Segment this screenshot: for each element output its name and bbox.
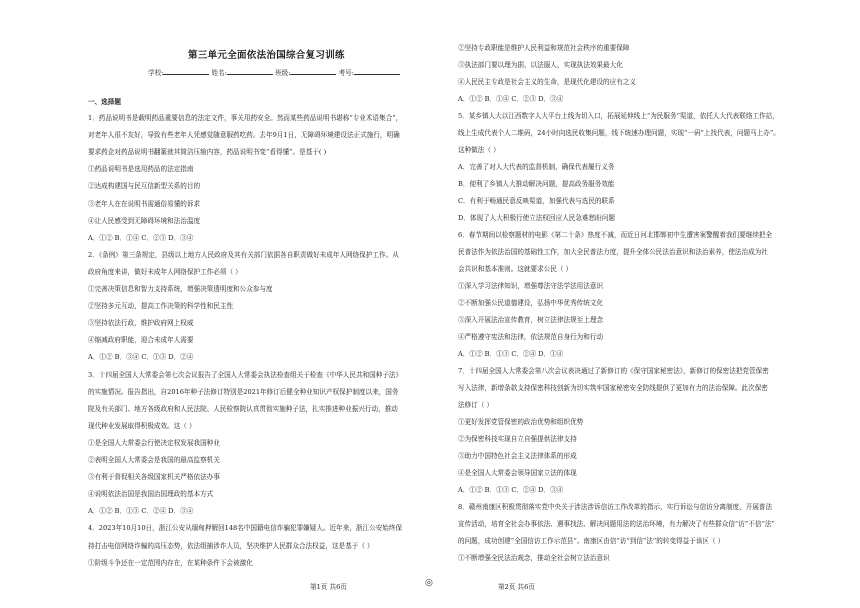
text-line: ①完善决策信息和智力支持系统，增强决策透明度和公众参与度 <box>88 285 273 293</box>
text-line: ③老年人在在说明书需通俗易懂的诉求 <box>88 199 201 208</box>
text-line: 现代种业发展取得积极成效。这（ ） <box>88 421 196 430</box>
info-school-label: 学校: <box>148 69 164 77</box>
text-line: ④人民民主专政是社会主义的生命，是现代化建设的应有之义 <box>458 78 637 86</box>
text-line: ③深入开展法治宣传教育，树立法律法规至上理念 <box>458 316 604 324</box>
info-number-blank <box>354 68 400 75</box>
text-line: D．体现了人大积极行使立法权回应人民急难愁盼问题 <box>458 214 615 222</box>
text-line: A．①② B．①③ C．②④ D．③④ <box>458 486 564 494</box>
right-page-number: 第2页 共6页 <box>498 583 535 591</box>
text-line: ②坚持专政职能是维护人民利益和规范社会秩序的重要保障 <box>458 44 630 52</box>
text-line: A．①② B．①④ C．②③ D．③④ <box>458 95 564 103</box>
text-line: ②不断加强公民道德建设，弘扬中华优秀传统文化 <box>458 299 604 307</box>
text-line: 要求药企对药品说明书翻篆就其简洁压缩内容，药品说明书变“看得懂”。是基于( ) <box>88 148 327 157</box>
info-number-label: 考号: <box>338 69 355 77</box>
left-page-number: 第1页 共6页 <box>310 583 347 591</box>
text-line: 2．《条例》第三条规定，县级以上地方人民政府及其有关部门依据各自职责做好未成年人网络保护工作。从 <box>88 250 399 259</box>
text-line: A．①② B．①④ C．②③ D．③④ <box>88 233 194 242</box>
text-line: ③助力中国特色社会主义法律体系的形成 <box>458 452 577 460</box>
text-line: 4．2023年10月10日，浙江公安从缅甸押解回148名中国籍电信诈骗犯罪嫌疑人。近年来，浙江公安始终保 <box>88 524 403 533</box>
text-line: ④是全国人大常委会领导国家立法的体现 <box>458 469 577 477</box>
text-line: ②坚持多元互动，提高工作决策的科学性和民主性 <box>88 302 234 311</box>
text-line: 持打击电信网络诈骗的高压态势，依法组捕涉诈人员，坚决维护人民群众合法权益，这是基于（ ） <box>88 541 374 550</box>
text-line: 院及有关部门、地方各级政府和人民法院、人民检察院认真贯彻实施种子法，扎实推进种业振兴行动，推动 <box>88 404 398 413</box>
text-line: 5．某乡镇人大以江西数字人大平台上线为切入口，拓展延伸线上“为民服务”渠道，依托人大代表联络工作站， <box>458 112 779 120</box>
text-line: ①药品说明书是选用药品的法定指南 <box>88 165 194 174</box>
text-line: ①是全国人大常委会行使决定权发展我国种业 <box>88 438 220 447</box>
text-line: A．①② B．①③ C．②④ D．③④ <box>88 507 194 516</box>
page-title: 第三单元全面依法治国综合复习训练 <box>188 50 345 61</box>
text-line: A．完善了对人大代表的监督机制，确保代表履行义务 <box>458 163 615 171</box>
text-line: ①更好发挥党管保密的政治优势和组织优势 <box>458 418 584 426</box>
binding-mark-icon: ◎ <box>425 578 433 588</box>
text-line: C．有利于畅通民意反映渠道，加强代表与选民的联系 <box>458 197 615 205</box>
text-line: ③坚持依法行政，维护政府网上权威 <box>88 319 194 328</box>
info-name-label: 姓名: <box>211 69 227 77</box>
text-line: ④说明依法治国是我国治国理政的基本方式 <box>88 490 214 499</box>
text-line: B．便利了乡镇人大推动解决问题，提高政务服务效能 <box>458 180 615 188</box>
text-line: 1．药品说明书是载明药品重要信息的法定文件，事关用药安全。然而某些药品说明书堪称“专业术语集合”， <box>88 114 403 122</box>
text-line: 线上生成代表个人二维码，24小时向选民收集问题，线下统速办理问题，实现“一码”上找代表，问题马上办”。 <box>458 129 780 137</box>
text-line: ②表明全国人大常委会是我国的最高监察机关 <box>88 456 220 464</box>
info-class-label: 班级: <box>275 69 291 77</box>
text-line: ③有利于督促相关各级国家机关严格依法办事 <box>88 473 220 482</box>
text-line: ④缩减政府职能，迎合未成年人需要 <box>88 336 194 345</box>
text-line: A．①② B．①③ C．②④ D．①④ <box>458 350 564 358</box>
text-line: ②为保密科技实现自立自强提供法律支持 <box>458 435 577 443</box>
text-line: ②达成构建国与民互信新型关系的目的 <box>88 182 201 191</box>
text-line: 6．春节期间以检察题材的电影《第二十条》热度不减，而近日河北邯郸初中生遭害案警醒着我们要继续把全 <box>458 231 773 239</box>
text-line: 8．赣州南康区积极贯彻落实党中央关于涉法涉诉信访工作改革的指示，实行诉讼与信访分离制度，开展普法 <box>458 503 773 511</box>
text-line: 政府角度来讲，做好未成年人网络保护工作必须（ ） <box>88 267 242 276</box>
text-line: ④让人民感受到无障碍环境和法治温度 <box>88 216 201 225</box>
text-line: ①不断增强全民法治观念，推动全社会树立法治意识 <box>458 554 610 562</box>
text-line: ①阶级斗争还在一定范围内存在，在某种条件下会被激化 <box>88 558 253 567</box>
text-line: 的实施情况。报告指出，自2016年种子法修订特别是2021年修订后健全种业知识产权保护制度以来，国务 <box>88 387 399 396</box>
info-name-blank <box>227 68 273 75</box>
text-line: 宣传活动，培育全社会办事依法、遇事找法、解决问题用法的法治环境，有力解决了有些群众信“访”不信“法” <box>458 520 775 528</box>
text-line: ①深入学习法律知识，增强尊法守法学法用法意识 <box>458 282 604 290</box>
text-line: ③执法部门要以理为据、以法服人，实现执法效果最大化 <box>458 61 623 69</box>
text-line: 写入法律，新增条款支持保密科技创新为切实筑牢国家秘密安全防线提供了更加有力的法治保障。此次保密 <box>458 384 768 392</box>
text-line: 这种做法（ ） <box>458 146 500 154</box>
text-line: 3．十四届全国人大常委会第七次会议报告了全国人大常委会执法检查组关于检查《中华人民共和国种子法》 <box>88 370 403 379</box>
text-line: ④严格遵守宪法和法律，依法规范自身行为和行动 <box>458 333 604 341</box>
text-line: A．①② B．③④ C．①③ D．②④ <box>88 353 194 362</box>
text-line: 民普法作为依法治国的基础性工作，加大全民普法力度，提升全体公民法治意识和法治素养，使法治成为社 <box>458 248 768 256</box>
section-heading: 一、选择题 <box>88 98 121 106</box>
student-info-row <box>148 67 400 77</box>
text-line: 会共识和基本准则。这就要求公民（ ） <box>458 265 573 273</box>
text-line: 法修订（ ） <box>458 401 494 409</box>
text-line: 7．十四届全国人大常委会第八次会议表决通过了新修订的《保守国家秘密法》，新修订的保密法把党管保密 <box>458 367 769 375</box>
text-line: 的问题，成功创建“全国信访工作示范县”。南康区由信“访”到信“法”的转变得益于该区（ ） <box>458 537 725 545</box>
info-class-blank <box>290 68 336 75</box>
info-school-blank <box>163 68 209 75</box>
text-line: 对老年人很不友好，导致有些老年人凭感觉随意服药吃药。去年9月1日，无障碍环境建设法正式施行，明确 <box>88 131 400 140</box>
